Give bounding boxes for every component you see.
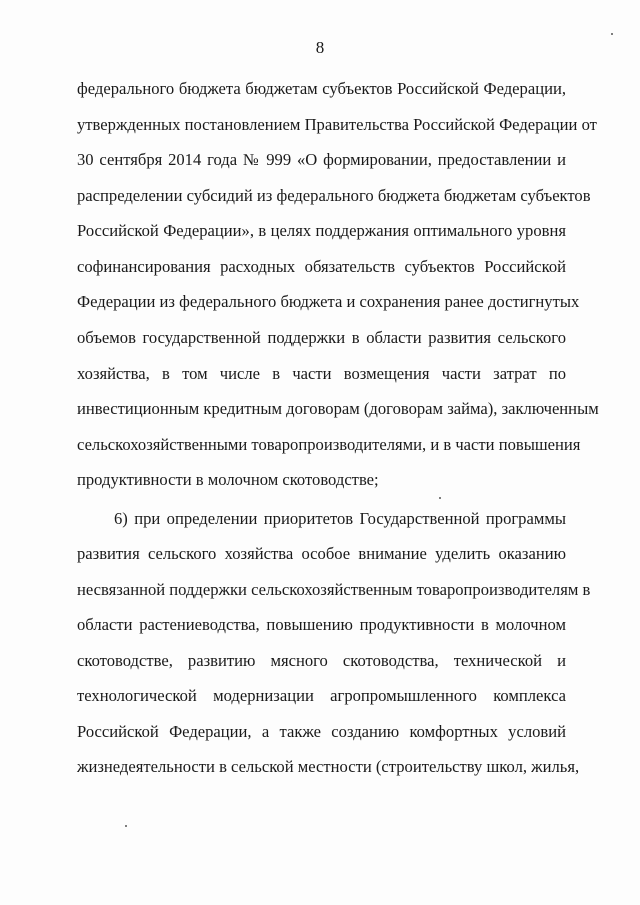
paragraph-line: 6) при определении приоритетов Государственной программы: [114, 509, 566, 528]
paragraph-line: продуктивности в молочном скотоводстве;: [77, 470, 379, 489]
paragraph-line: утвержденных постановлением Правительства Российской Федерации от: [77, 115, 597, 134]
paragraph-line: объемов государственной поддержки в области развития сельского: [77, 328, 566, 347]
paragraph-line: Российской Федерации», в целях поддержания оптимального уровня: [77, 221, 566, 240]
paragraph-line: распределении субсидий из федерального бюджета бюджетам субъектов: [77, 186, 591, 205]
paragraph-line: сельскохозяйственными товаропроизводителями, и в части повышения: [77, 435, 581, 454]
paragraph-line: инвестиционным кредитным договорам (договорам займа), заключенным: [77, 399, 599, 418]
paragraph-line: 30 сентября 2014 года № 999 «О формировании, предоставлении и: [77, 150, 566, 169]
paragraph-line: скотоводстве, развитию мясного скотоводства, технической и: [77, 651, 566, 670]
paragraph-line: Российской Федерации, а также созданию комфортных условий: [77, 722, 566, 741]
scan-speck: [439, 497, 441, 499]
scan-speck: [611, 33, 613, 35]
page-number: 8: [315, 38, 325, 57]
paragraph-line: области растениеводства, повышению продуктивности в молочном: [77, 615, 566, 634]
paragraph-line: технологической модернизации агропромышленного комплекса: [77, 686, 566, 705]
paragraph-line: федерального бюджета бюджетам субъектов Российской Федерации,: [77, 79, 566, 98]
paragraph-line: софинансирования расходных обязательств субъектов Российской: [77, 257, 566, 276]
paragraph-line: Федерации из федерального бюджета и сохранения ранее достигнутых: [77, 292, 580, 311]
paragraph-line: развития сельского хозяйства особое внимание уделить оказанию: [77, 544, 566, 563]
paragraph-line: жизнедеятельности в сельской местности (строительству школ, жилья,: [77, 757, 580, 776]
paragraph-line: несвязанной поддержки сельскохозяйственным товаропроизводителям в: [77, 580, 591, 599]
paragraph-line: хозяйства, в том числе в части возмещения части затрат по: [77, 364, 566, 383]
scan-speck: [125, 825, 127, 827]
